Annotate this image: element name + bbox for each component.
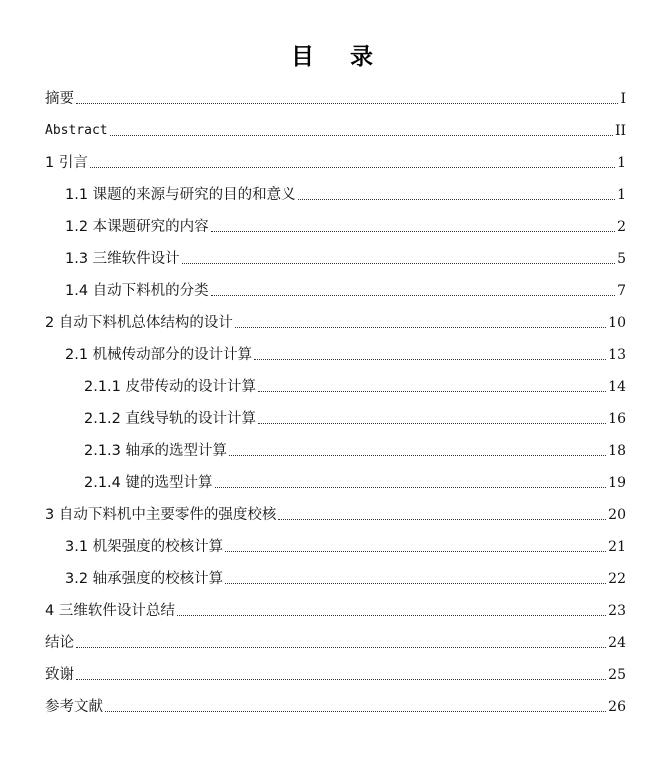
toc-entry-page: 26 xyxy=(608,699,626,715)
dot-leader xyxy=(235,326,606,328)
toc-entry-label: 3.2 轴承强度的校核计算 xyxy=(65,571,224,587)
dot-leader xyxy=(225,582,606,584)
toc-entry-page: 13 xyxy=(608,347,626,363)
toc-entry[interactable] xyxy=(0,436,664,460)
toc-entry-page: 2 xyxy=(617,219,626,235)
toc-entry-label: 1.2 本课题研究的内容 xyxy=(65,219,209,235)
toc-entry-page: 5 xyxy=(617,251,626,267)
dot-leader xyxy=(110,134,613,136)
dot-leader xyxy=(254,358,606,360)
dot-leader xyxy=(278,518,606,520)
toc-entry-page: 24 xyxy=(608,635,626,651)
toc-entry-label: 2.1.4 键的选型计算 xyxy=(84,475,213,491)
toc-entry-label: 致谢 xyxy=(45,667,74,683)
toc-entry[interactable] xyxy=(0,148,664,172)
toc-entry-label: 2.1.1 皮带传动的设计计算 xyxy=(84,379,257,395)
dot-leader xyxy=(76,646,606,648)
toc-entry-label: 3 自动下料机中主要零件的强度校核 xyxy=(45,507,277,523)
dot-leader xyxy=(229,454,606,456)
toc-entry-page: 19 xyxy=(608,475,626,491)
toc-entry-label: 2.1.2 直线导轨的设计计算 xyxy=(84,411,257,427)
toc-entry[interactable] xyxy=(0,84,664,108)
toc-entry-page: 18 xyxy=(608,443,626,459)
toc-entry[interactable] xyxy=(0,500,664,524)
dot-leader xyxy=(258,422,606,424)
toc-entry-page: 1 xyxy=(617,155,626,171)
toc-entry-page: 16 xyxy=(608,411,626,427)
toc-entry[interactable] xyxy=(0,244,664,268)
toc-entry-page: 10 xyxy=(608,315,626,331)
toc-entry-label: 参考文献 xyxy=(45,699,103,715)
toc-entry[interactable] xyxy=(0,116,664,140)
dot-leader xyxy=(215,486,607,488)
toc-entry-page: II xyxy=(614,123,626,139)
dot-leader xyxy=(182,262,615,264)
toc-entry-page: 25 xyxy=(608,667,626,683)
toc-entry-label: 结论 xyxy=(45,635,74,651)
toc-entry-label: 1.1 课题的来源与研究的目的和意义 xyxy=(65,187,296,203)
toc-entry-page: 20 xyxy=(608,507,626,523)
toc-entry[interactable] xyxy=(0,404,664,428)
toc-entry-page: 23 xyxy=(608,603,626,619)
toc-entry-label: 1.3 三维软件设计 xyxy=(65,251,180,267)
dot-leader xyxy=(211,230,615,232)
dot-leader xyxy=(76,678,606,680)
toc-entry-page: 21 xyxy=(608,539,626,555)
toc-entry-label: 3.1 机架强度的校核计算 xyxy=(65,539,224,555)
toc-entry-page: I xyxy=(620,91,626,107)
dot-leader xyxy=(258,390,606,392)
toc-entry[interactable] xyxy=(0,532,664,556)
dot-leader xyxy=(211,294,615,296)
dot-leader xyxy=(105,710,606,712)
toc-entry-label: 2.1 机械传动部分的设计计算 xyxy=(65,347,253,363)
toc-entry[interactable] xyxy=(0,660,664,684)
dot-leader xyxy=(177,614,606,616)
toc-entry[interactable] xyxy=(0,340,664,364)
toc-entry[interactable] xyxy=(0,564,664,588)
dot-leader xyxy=(76,102,618,104)
toc-entry-page: 1 xyxy=(617,187,626,203)
toc-entry-page: 22 xyxy=(608,571,626,587)
toc-title: 目 录 xyxy=(290,44,387,70)
toc-entry[interactable] xyxy=(0,180,664,204)
toc-entry[interactable] xyxy=(0,276,664,300)
toc-entry[interactable] xyxy=(0,212,664,236)
toc-entry[interactable] xyxy=(0,628,664,652)
toc-entry[interactable] xyxy=(0,308,664,332)
toc-entry[interactable] xyxy=(0,596,664,620)
dot-leader xyxy=(298,198,615,200)
toc-entry-label: Abstract xyxy=(45,123,108,138)
toc-entry-label: 摘要 xyxy=(45,91,74,107)
toc-entry-page: 14 xyxy=(608,379,626,395)
toc-entry[interactable] xyxy=(0,372,664,396)
toc-entry-label: 4 三维软件设计总结 xyxy=(45,603,175,619)
toc-entry-label: 2 自动下料机总体结构的设计 xyxy=(45,315,233,331)
toc-entry-label: 2.1.3 轴承的选型计算 xyxy=(84,443,228,459)
toc-entry[interactable] xyxy=(0,692,664,716)
dot-leader xyxy=(90,166,615,168)
toc-entry-page: 7 xyxy=(617,283,626,299)
toc-entry-label: 1.4 自动下料机的分类 xyxy=(65,283,209,299)
toc-entry-label: 1 引言 xyxy=(45,155,88,171)
dot-leader xyxy=(225,550,606,552)
toc-entry[interactable] xyxy=(0,468,664,492)
